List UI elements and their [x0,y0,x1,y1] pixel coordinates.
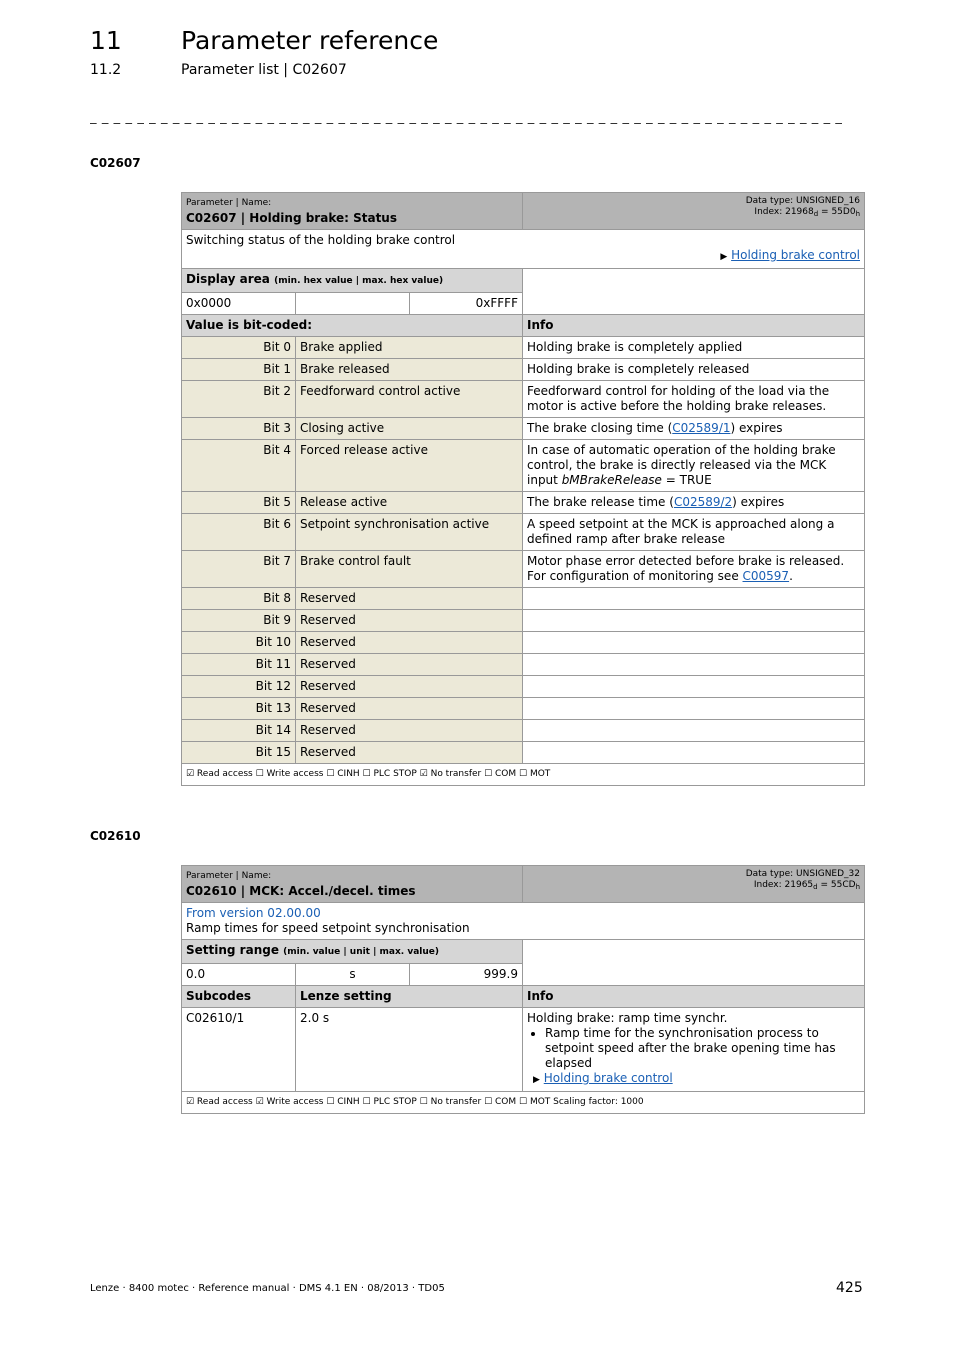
range-unit: s [296,964,410,986]
bit-info-cell [523,676,865,698]
bit-row [182,742,865,764]
param-description: Switching status of the holding brake control [186,233,456,247]
access-footer: ☑ Read access ☑ Write access ☐ CINH ☐ PLC STOP ☐ No transfer ☐ COM ☐ MOT Scaling factor: 1000 [182,1092,865,1114]
bit-number: Bit 14 [182,720,296,742]
param-heading-c02610: C02610 [90,829,141,843]
bit-info-cell [523,588,865,610]
info-header: Info [523,315,865,337]
bit-row [182,514,865,551]
bit-number: Bit 4 [182,440,296,492]
section-title: Parameter list | C02607 [181,62,347,78]
bit-name: Reserved [296,588,523,610]
bit-number: Bit 9 [182,610,296,632]
param-header [182,866,865,903]
bit-row [182,588,865,610]
page-footer-text: Lenze · 8400 motec · Reference manual · DMS 4.1 EN · 08/2013 · TD05 [90,1283,445,1294]
access-footer: ☑ Read access ☐ Write access ☐ CINH ☐ PLC STOP ☑ No transfer ☐ COM ☐ MOT [182,764,865,786]
info-header: Info [523,986,865,1008]
display-area-title: Display area [186,272,270,286]
bit-info-cell [523,337,865,359]
triangle-right-icon: ▶ [720,252,728,262]
display-max: 0xFFFF [410,293,523,315]
setting-range-hint: (min. value | unit | max. value) [283,947,439,957]
page-number: 425 [836,1280,863,1296]
separator-line: _ _ _ _ _ _ _ _ _ _ _ _ _ _ _ _ _ _ _ _ _ _ _ _ _ _ _ _ _ _ _ _ _ _ _ _ _ _ _ _ _ _ _ _ _ _ _ _ _ _ _ _ _ _ _ _ _ _ _ _ _ _ _ _ [90,110,843,125]
subcodes-header: Subcodes [182,986,296,1008]
bit-info-cell [523,654,865,676]
bit-info-cell: The brake closing time (C02589/1) expires [523,418,865,440]
param-name: C02607 | Holding brake: Status [186,211,397,225]
info-title: Holding brake: ramp time synchr. [527,1011,728,1025]
bit-name: Reserved [296,720,523,742]
version-note: From version 02.00.00 [186,906,321,920]
holding-brake-control-link[interactable]: Holding brake control [731,248,860,262]
bit-name: Feedforward control active [296,381,523,418]
bit-row [182,654,865,676]
param-label: Parameter | Name: [186,198,272,208]
bit-name: Release active [296,492,523,514]
bit-number: Bit 6 [182,514,296,551]
bit-info: Holding brake is completely released [527,362,750,376]
data-type: Data type: UNSIGNED_16 [745,196,860,206]
param-heading-c02607: C02607 [90,156,141,170]
param-name: C02610 | MCK: Accel./decel. times [186,884,416,898]
bit-info-cell [523,381,865,418]
bit-name: Reserved [296,654,523,676]
bit-row [182,676,865,698]
bit-number: Bit 12 [182,676,296,698]
bit-info-cell [523,742,865,764]
subcode-row [182,1008,865,1092]
chapter-number: 11 [90,26,122,55]
param-label: Parameter | Name: [186,871,272,881]
display-min: 0x0000 [182,293,296,315]
bit-name: Closing active [296,418,523,440]
bit-info-cell [523,720,865,742]
bit-row [182,337,865,359]
bit-row [182,551,865,588]
bit-info-cell [523,359,865,381]
data-type: Data type: UNSIGNED_32 [745,869,860,879]
param-table-c02607 [181,192,865,786]
bit-number: Bit 15 [182,742,296,764]
bit-info-cell: In case of automatic operation of the holding brake control, the brake is directly released via the MCK input bMBrakeRelease = TRUE [523,440,865,492]
bit-number: Bit 3 [182,418,296,440]
bit-info: Holding brake is completely applied [527,340,743,354]
triangle-right-icon: ▶ [533,1075,540,1085]
param-link[interactable]: C00597 [742,569,790,583]
bit-name: Setpoint synchronisation active [296,514,523,551]
param-link[interactable]: C02589/2 [673,495,733,509]
bit-number: Bit 11 [182,654,296,676]
chapter-title: Parameter reference [181,26,439,55]
range-max: 999.9 [410,964,523,986]
bit-number: Bit 5 [182,492,296,514]
setting-range-title: Setting range [186,943,279,957]
bit-name: Brake applied [296,337,523,359]
section-number: 11.2 [90,62,122,78]
bit-number: Bit 2 [182,381,296,418]
holding-brake-control-link[interactable]: Holding brake control [543,1071,673,1085]
bit-row [182,698,865,720]
bit-number: Bit 7 [182,551,296,588]
bit-name: Reserved [296,698,523,720]
bit-name: Forced release active [296,440,523,492]
bit-info-cell: The brake release time (C02589/2) expires [523,492,865,514]
bit-row [182,381,865,418]
display-area-hint: (min. hex value | max. hex value) [274,276,444,286]
bit-row [182,359,865,381]
bit-info-cell [523,632,865,654]
lenze-setting-header: Lenze setting [296,986,523,1008]
bit-info-cell [523,514,865,551]
bit-info: A speed setpoint at the MCK is approached along a defined ramp after brake release [527,517,835,546]
param-table-c02610 [181,865,865,1114]
range-min: 0.0 [182,964,296,986]
bit-row [182,418,865,440]
index: Index: $21968_d = 55D0_h$ [754,207,860,218]
bit-number: Bit 0 [182,337,296,359]
param-description: Ramp times for speed setpoint synchronisation [186,921,470,935]
bit-info-cell: Motor phase error detected before brake is released. For configuration of monitoring see C00597. [523,551,865,588]
info-bullet: • Ramp time for the synchronisation process to setpoint speed after the brake opening time has elapsed [545,1026,860,1071]
bit-row [182,492,865,514]
bit-number: Bit 1 [182,359,296,381]
param-link[interactable]: C02589/1 [672,421,731,435]
bit-number: Bit 13 [182,698,296,720]
bit-info: Feedforward control for holding of the load via the motor is active before the holding brake releases. [527,384,830,413]
bit-name: Reserved [296,632,523,654]
bit-row [182,720,865,742]
param-header [182,193,865,230]
bits-header: Value is bit-coded: [182,315,523,337]
bit-row [182,632,865,654]
bit-number: Bit 10 [182,632,296,654]
subcode-value: C02610/1 [182,1008,296,1092]
lenze-setting-value: 2.0 s [296,1008,523,1092]
index: Index: $21965_d = 55CD_h$ [753,880,860,891]
bit-row [182,610,865,632]
bit-row [182,440,865,492]
bit-number: Bit 8 [182,588,296,610]
bit-name: Brake released [296,359,523,381]
bit-name: Reserved [296,676,523,698]
bit-info-cell [523,698,865,720]
bit-info-cell [523,610,865,632]
bit-name: Reserved [296,742,523,764]
bit-name: Reserved [296,610,523,632]
bit-name: Brake control fault [296,551,523,588]
signal-name: bMBrakeRelease [561,473,662,487]
